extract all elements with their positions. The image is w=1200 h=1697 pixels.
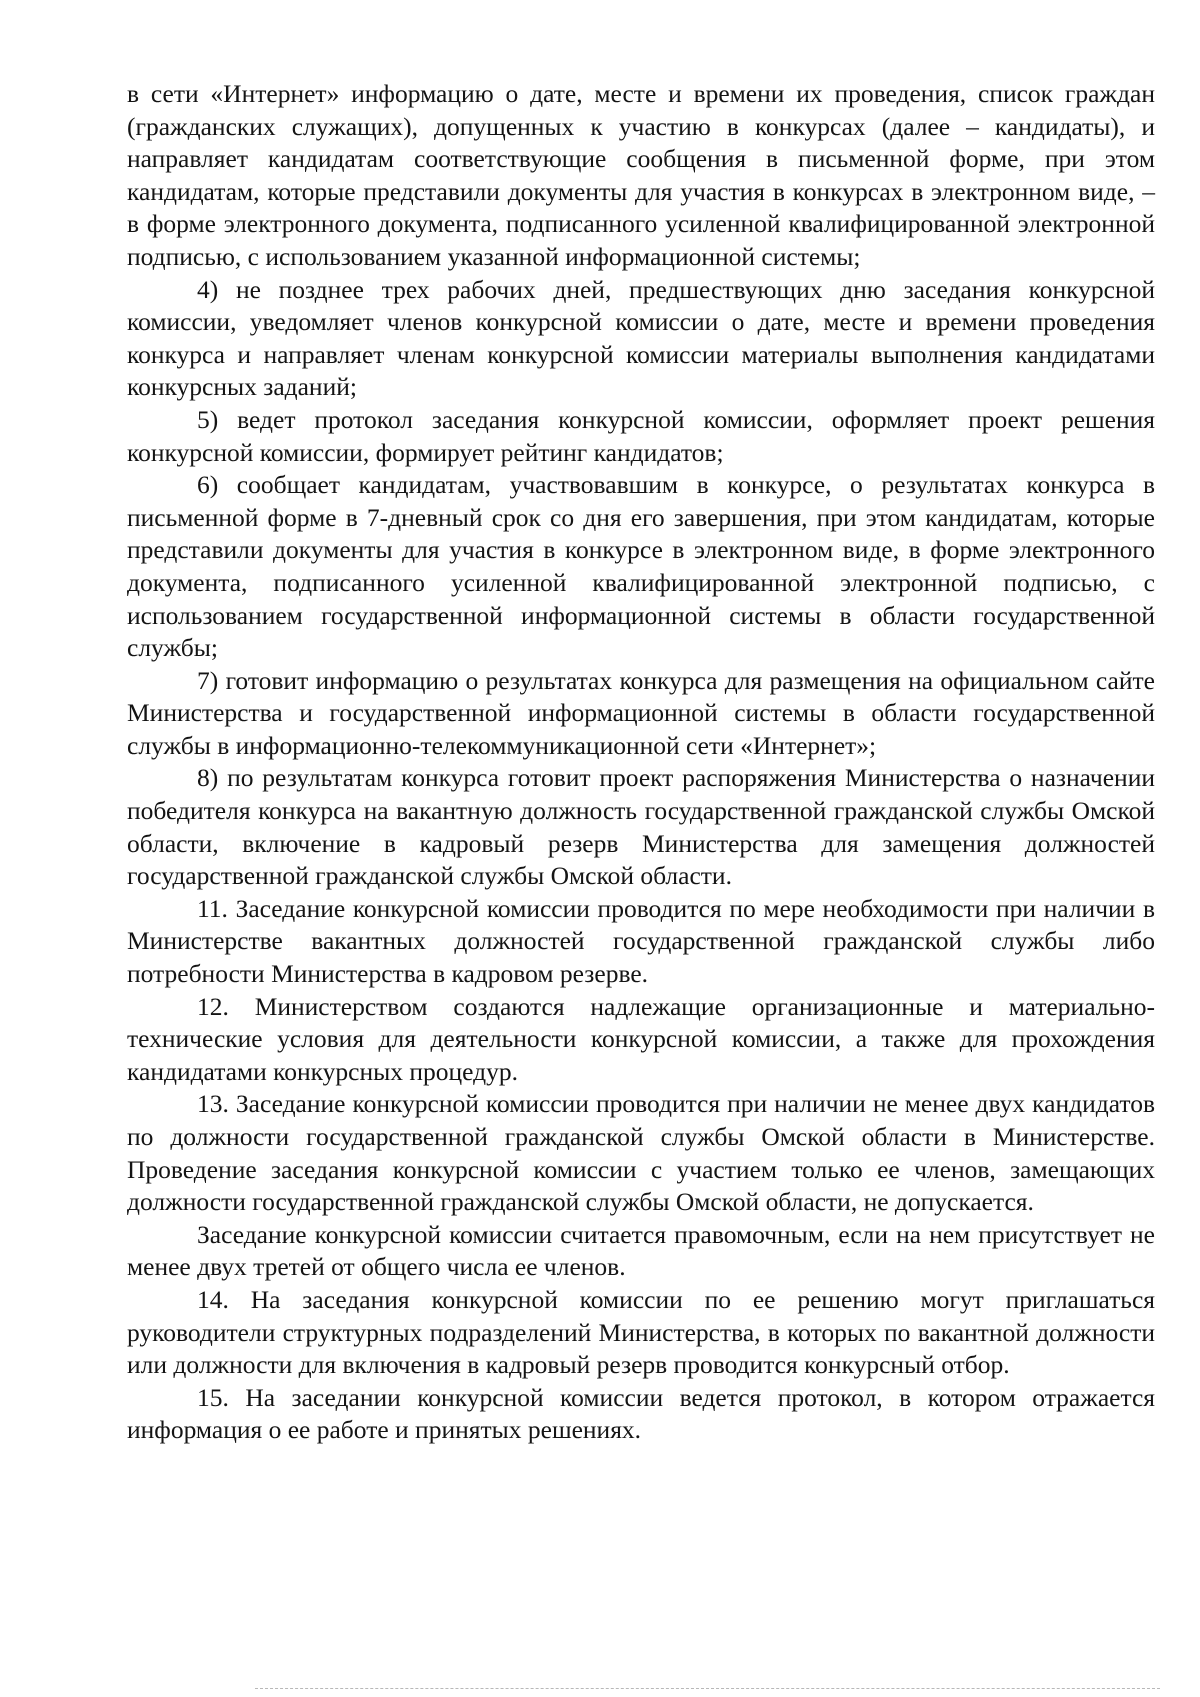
paragraph-clause-14: 14. На заседания конкурсной комиссии по ее решению могут приглашаться руководители структурных подразделений Министерства, в которых по вакантной должности или должности для включения в кадровый резерв проводится конкурсный отбор.	[127, 1284, 1155, 1380]
paragraph-clause-15: 15. На заседании конкурсной комиссии ведется протокол, в котором отражается информация о ее работе и принятых решениях.	[127, 1382, 1155, 1445]
paragraph-item-7: 7) готовит информацию о результатах конкурса для размещения на официальном сайте Министерства и государственной информационной системы в области государственной службы в информационно-телекоммуникационной сети «Интернет»;	[127, 665, 1155, 760]
paragraph-clause-11: 11. Заседание конкурсной комиссии проводится по мере необходимости при наличии в Министерстве вакантных должностей государственной гражданской службы либо потребности Министерства в кадровом резерве.	[127, 893, 1155, 989]
document-page	[127, 78, 1155, 1447]
paragraph-item-5: 5) ведет протокол заседания конкурсной комиссии, оформляет проект решения конкурсной комиссии, формирует рейтинг кандидатов;	[127, 404, 1155, 467]
paragraph-clause-12: 12. Министерством создаются надлежащие организационные и материально-технические условия для деятельности конкурсной комиссии, а также для прохождения кандидатами конкурсных процедур.	[127, 991, 1155, 1086]
paragraph-item-4: 4) не позднее трех рабочих дней, предшествующих дню заседания конкурсной комиссии, уведомляет членов конкурсной комиссии о дате, месте и времени проведения конкурса и направляет членам конкурсной комиссии материалы выполнения кандидатами конкурсных заданий;	[127, 274, 1155, 402]
paragraph-clause-13: 13. Заседание конкурсной комиссии проводится при наличии не менее двух кандидатов по должности государственной гражданской службы Омской области в Министерстве. Проведение заседания конкурсной комиссии с участием только ее членов, замещающих должности государственной гражданской службы Омской области, не допускается.	[127, 1089, 1155, 1217]
paragraph-item-8: 8) по результатам конкурса готовит проект распоряжения Министерства о назначении победителя конкурса на вакантную должность государственной гражданской службы Омской области, включение в кадровый резерв Министерства для замещения должностей государственной гражданской службы Омской области.	[127, 763, 1155, 891]
paragraph-continuation: в сети «Интернет» информацию о дате, месте и времени их проведения, список граждан (гражданских служащих), допущенных к участию в конкурсах (далее – кандидаты), и направляет кандидатам соответствующие сообщения в письменной форме, при этом кандидатам, которые представили документы для участия в конкурсах в электронном виде, – в форме электронного документа, подписанного усиленной квалифицированной электронной подписью, с использованием указанной информационной системы;	[127, 79, 1155, 271]
paragraph-item-6: 6) сообщает кандидатам, участвовавшим в конкурсе, о результатах конкурса в письменной форме в 7-дневный срок со дня его завершения, при этом кандидатам, которые представили документы для участия в конкурсе в электронном виде, в форме электронного документа, подписанного усиленной квалифицированной электронной подписью, с использованием государственной информационной системы в области государственной службы;	[127, 470, 1155, 663]
scan-footer-divider	[255, 1688, 1160, 1689]
paragraph-quorum: Заседание конкурсной комиссии считается правомочным, если на нем присутствует не менее двух третей от общего числа ее членов.	[127, 1219, 1155, 1282]
